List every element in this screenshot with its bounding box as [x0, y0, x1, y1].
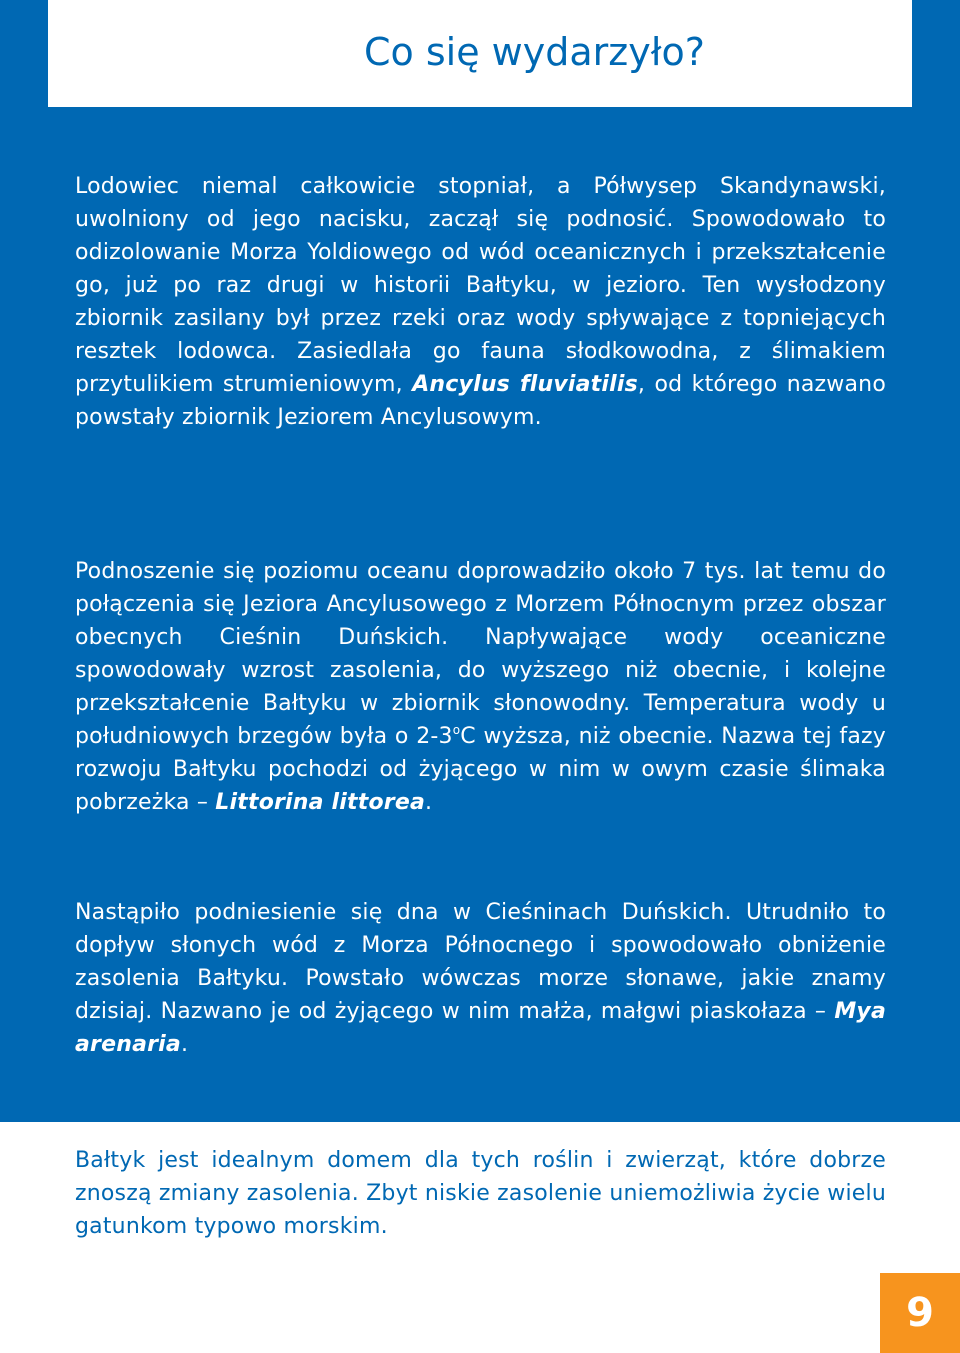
paragraph-text: , od którego nazwano powstały zbiornik Jeziorem Ancylusowym.	[75, 372, 886, 430]
degree-mark: o	[452, 723, 461, 737]
paragraph-text: C wyższa, niż obecnie. Nazwa tej fazy rozwoju Bałtyku pochodzi od żyjącego w nim w owym czasie ślimaka pobrzeżka –	[75, 724, 886, 815]
species-name: Littorina littorea	[215, 790, 426, 815]
paragraph-text: Nastąpiło podniesienie się dna w Cieśninach Duńskich. Utrudniło to dopływ słonych wód z Morza Północnego i spowodowało obniżenie zasolenia Bałtyku. Powstało wówczas morze słonawe, jakie znamy dzisiaj. Nazwano je od żyjącego w nim małża, małgwi piaskołaza –	[75, 900, 886, 1024]
page-number: 9	[906, 1290, 934, 1336]
paragraph-mya-sea	[75, 896, 886, 1061]
page-title: Co się wydarzyło?	[364, 30, 705, 74]
species-name: Ancylus fluviatilis	[412, 372, 638, 397]
paragraph-text: Lodowiec niemal całkowicie stopniał, a Półwysep Skandynawski, uwolniony od jego nacisku, zaczął się podnosić. Spowodowało to odizolowanie Morza Yoldiowego od wód oceanicznych i przekształcenie go, już po raz drugi w historii Bałtyku, w jezioro. Ten wysłodzony zbiornik zasilany był przez rzeki oraz wody spływające z topniejących resztek lodowca. Zasiedlała go fauna słodkowodna, z ślimakiem przytulikiem strumieniowym,	[75, 174, 886, 397]
paragraph-text: .	[180, 1032, 189, 1057]
paragraph-baltic-summary: Bałtyk jest idealnym domem dla tych roślin i zwierząt, które dobrze znoszą zmiany zasolenia. Zbyt niskie zasolenie uniemożliwia życie wielu gatunkom typowo morskim.	[75, 1148, 886, 1239]
title-box	[48, 0, 912, 107]
species-name: Mya arenaria	[75, 999, 886, 1057]
paragraph-text: Podnoszenie się poziomu oceanu doprowadziło około 7 tys. lat temu do połączenia się Jeziora Ancylusowego z Morzem Północnym przez obszar obecnych Cieśnin Duńskich. Napływające wody oceaniczne spowodowały wzrost zasolenia, do wyższego niż obecnie, i kolejne przekształcenie Bałtyku w zbiornik słonowodny. Temperatura wody u południowych brzegów była o 2-3	[75, 559, 886, 749]
paragraph-ancylus-lake	[75, 170, 886, 434]
paragraph-text: .	[425, 790, 433, 815]
paragraph-littorina-sea	[75, 555, 886, 819]
page-number-badge	[880, 1273, 960, 1353]
